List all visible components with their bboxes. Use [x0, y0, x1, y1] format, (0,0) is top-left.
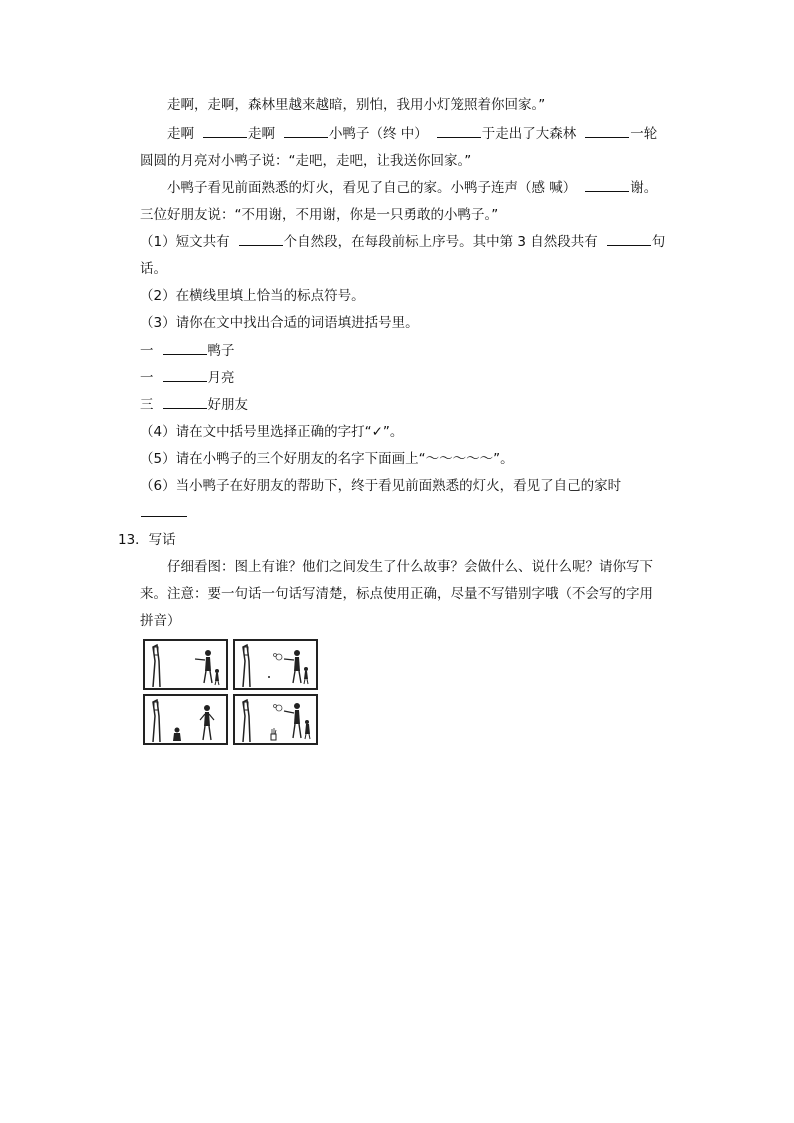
quantifier-text: 一 — [140, 370, 154, 386]
answer-blank[interactable] — [163, 368, 207, 382]
noun-text: 鸭子 — [207, 343, 235, 359]
question-text: 个自然段，在每段前标上序号。其中第 3 自然段共有 — [283, 234, 598, 250]
comic-panel-2 — [233, 639, 318, 690]
answer-blank[interactable] — [607, 232, 651, 246]
comic-panel-4-drawing — [235, 696, 316, 743]
passage-text: 谢。 — [630, 180, 658, 196]
question-2: （2）在横线里填上恰当的标点符号。 — [140, 288, 365, 304]
answer-blank[interactable] — [239, 232, 283, 246]
passage-line-4 — [167, 178, 657, 198]
question-13-prompt-2: 来。注意：要一句话一句话写清楚，标点使用正确，尽量不写错别字哦（不会写的字用 — [140, 586, 653, 602]
question-text: 句 — [651, 234, 666, 250]
noun-text: 月亮 — [207, 370, 235, 386]
comic-panel-4 — [233, 694, 318, 745]
punctuation-blank[interactable] — [585, 178, 629, 192]
passage-line-1: 走啊，走啊，森林里越来越暗，别怕，我用小灯笼照着你回家。” — [167, 97, 546, 113]
question-3: （3）请你在文中找出合适的词语填进括号里。 — [140, 315, 419, 331]
passage-text: 走啊 — [167, 126, 194, 142]
passage-line-2 — [167, 124, 657, 144]
passage-text: 小鸭子（终 中） — [329, 126, 428, 142]
answer-blank[interactable] — [163, 341, 207, 355]
punctuation-blank[interactable] — [437, 124, 481, 138]
question-5: （5）请在小鸭子的三个好朋友的名字下面画上“～～～～～”。 — [140, 451, 514, 467]
passage-text: 于走出了大森林 — [481, 126, 577, 142]
question-1-continued: 话。 — [140, 261, 167, 277]
question-4: （4）请在文中括号里选择正确的字打“✓”。 — [140, 424, 404, 440]
comic-panel-1-drawing — [145, 641, 226, 688]
comic-panel-3 — [143, 694, 228, 745]
question-6: （6）当小鸭子在好朋友的帮助下，终于看见前面熟悉的灯火，看见了自己的家时 — [140, 478, 622, 494]
punctuation-blank[interactable] — [284, 124, 328, 138]
quantifier-text: 三 — [140, 397, 154, 413]
quantifier-text: 一 — [140, 343, 154, 359]
question-3-item-b — [140, 368, 235, 388]
question-13-heading: 13．写话 — [118, 532, 176, 548]
question-3-item-a — [140, 341, 235, 361]
comic-panel-3-drawing — [145, 696, 226, 743]
question-6-answer — [140, 503, 188, 523]
passage-text: 一轮 — [630, 126, 658, 142]
answer-blank[interactable] — [141, 503, 187, 517]
question-13-prompt-3: 拼音） — [140, 613, 181, 629]
comic-strip-image — [142, 638, 320, 746]
question-1 — [140, 232, 665, 252]
punctuation-blank[interactable] — [585, 124, 629, 138]
question-13-prompt-1: 仔细看图：图上有谁？他们之间发生了什么故事？会做什么、说什么呢？请你写下 — [167, 559, 653, 575]
punctuation-blank[interactable] — [203, 124, 247, 138]
comic-panel-1 — [143, 639, 228, 690]
passage-line-5: 三位好朋友说：“不用谢，不用谢，你是一只勇敢的小鸭子。” — [140, 207, 499, 223]
question-3-item-c — [140, 395, 248, 415]
passage-line-3: 圆圆的月亮对小鸭子说：“走吧，走吧，让我送你回家。” — [140, 153, 472, 169]
passage-text: 小鸭子看见前面熟悉的灯火，看见了自己的家。小鸭子连声（感 喊） — [167, 180, 577, 196]
noun-text: 好朋友 — [207, 397, 248, 413]
answer-blank[interactable] — [163, 395, 207, 409]
passage-text: 走啊 — [248, 126, 275, 142]
comic-panel-2-drawing — [235, 641, 316, 688]
question-text: （1）短文共有 — [140, 234, 230, 250]
